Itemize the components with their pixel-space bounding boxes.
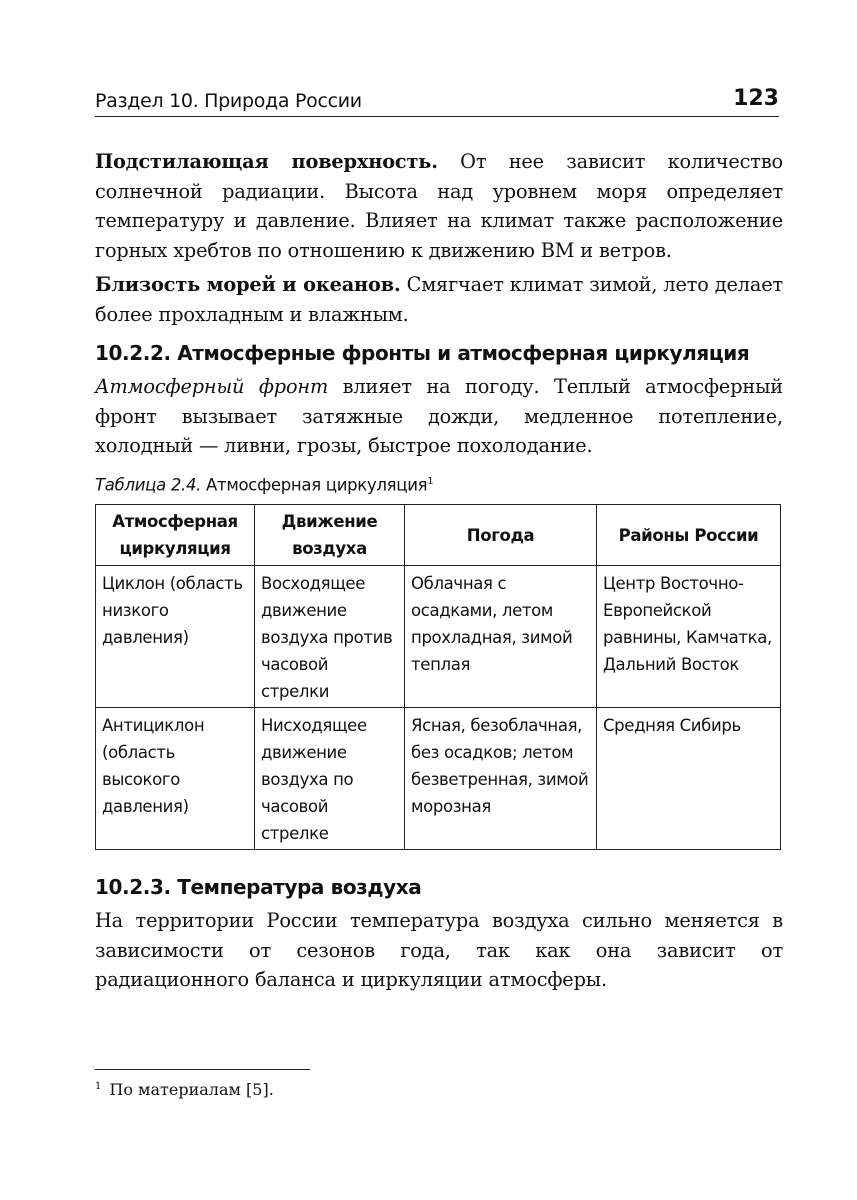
- paragraph-air-temperature: На территории России температура воздуха сильно меняется в зависимости от сезонов года, так как она зависит от радиационного баланса и циркуляции атмосферы.: [95, 909, 783, 991]
- heading-10-2-3: 10.2.3. Температура воздуха: [95, 875, 422, 899]
- footnote-mark: 1: [427, 475, 434, 487]
- table-cell: Ясная, безоблачная, без осадков; летом безветренная, зимой морозная: [405, 708, 597, 850]
- table-cell: Облачная с осадками, летом прохладная, зимой теплая: [405, 566, 597, 708]
- header-circulation: Атмосферная циркуляция: [96, 505, 255, 566]
- table-cell: Средняя Сибирь: [597, 708, 781, 850]
- footnote-mark: 1: [95, 1080, 102, 1092]
- page-body: [95, 147, 783, 1000]
- table-header-row: [96, 505, 781, 566]
- section-title: Раздел 10. Природа России: [95, 90, 362, 112]
- paragraph-lead: Подстилающая поверхность.: [95, 150, 438, 173]
- running-header: [95, 86, 779, 117]
- table-row: [96, 566, 781, 708]
- footnote-divider: [95, 1069, 310, 1070]
- paragraph-text: От нее зависит количество солнечной радиации. Высота над уровнем моря определяет температуру и давление. Влияет на климат также расположение горных хребтов по отношению к движению ВМ и ветров.: [95, 150, 783, 262]
- page-number: 123: [733, 86, 779, 111]
- paragraph-text: влияет на погоду. Теплый атмосферный фронт вызывает затяжные дожди, медленное потепление, холодный — ливни, грозы, быстрое похолодание.: [95, 375, 783, 457]
- paragraph-atmospheric-front: [95, 372, 783, 461]
- paragraph-underlying-surface: [95, 147, 783, 265]
- table-row: [96, 708, 781, 850]
- table-caption: [95, 471, 783, 497]
- heading-10-2-2: 10.2.2. Атмосферные фронты и атмосферная циркуляция: [95, 341, 750, 365]
- term-italic: Атмосферный фронт: [95, 375, 329, 398]
- table-cell: Антициклон (область высокого давления): [96, 708, 255, 850]
- caption-label: Таблица 2.4.: [95, 475, 202, 494]
- header-weather: Погода: [405, 505, 597, 566]
- table-cell: Циклон (область низкого давления): [96, 566, 255, 708]
- header-air-movement: Движение воздуха: [255, 505, 405, 566]
- circulation-table: [95, 504, 781, 850]
- footnote-text: По материалам [5].: [109, 1080, 274, 1099]
- caption-title: Атмосферная циркуляция: [201, 475, 428, 494]
- paragraph-text: Смягчает климат зимой, лето делает более прохладным и влажным.: [95, 273, 783, 326]
- table-cell: Нисходящее движение воздуха по часовой стрелке: [255, 708, 405, 850]
- table-cell: Центр Восточно-Европейской равнины, Камчатка, Дальний Восток: [597, 566, 781, 708]
- footnote: [95, 1080, 274, 1099]
- paragraph-lead: Близость морей и океанов.: [95, 273, 401, 296]
- header-regions: Районы России: [597, 505, 781, 566]
- table-cell: Восходящее движение воздуха против часовой стрелки: [255, 566, 405, 708]
- paragraph-seas-oceans: [95, 270, 783, 329]
